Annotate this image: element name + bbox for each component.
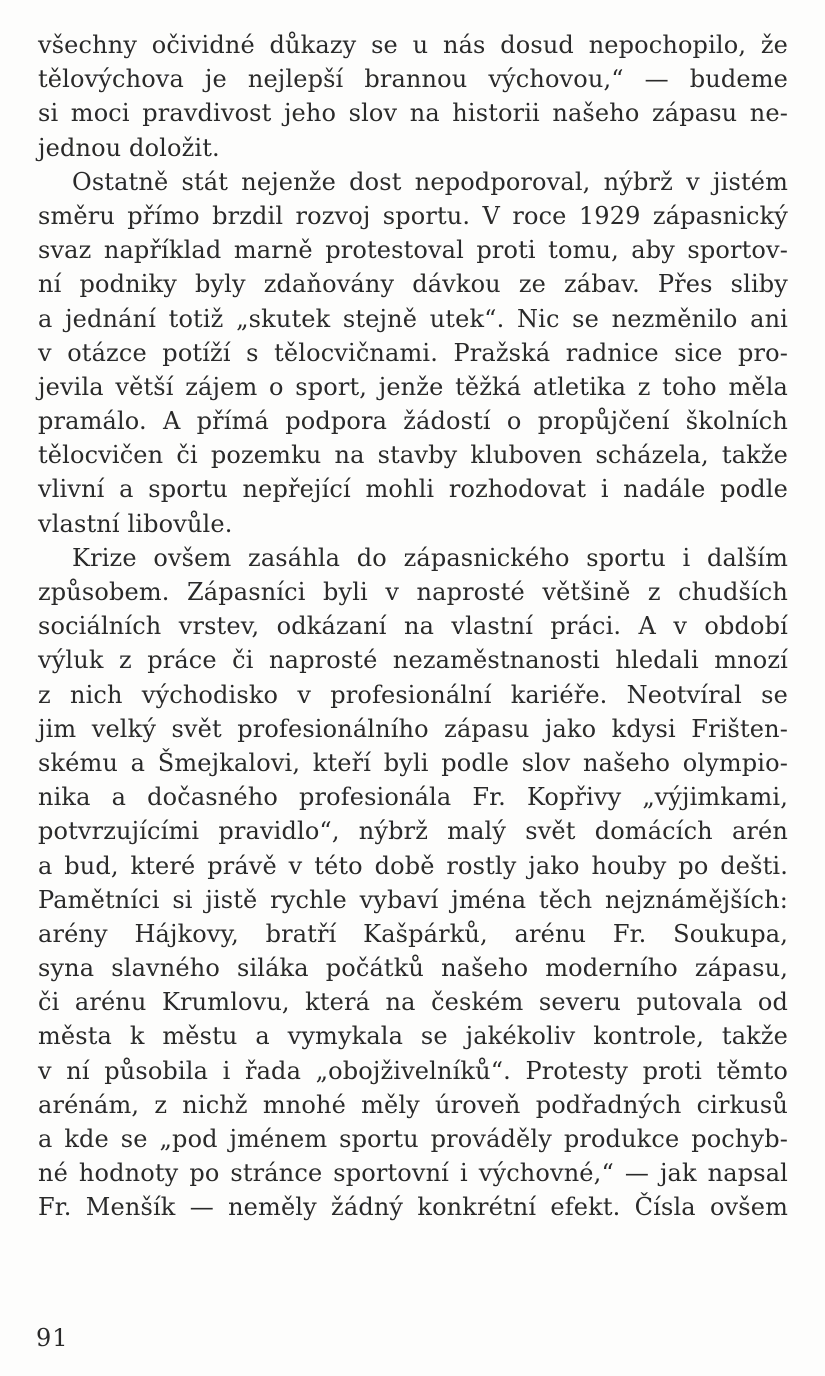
text-line: jednou doložit.: [38, 133, 220, 162]
text-line: jim velký svět profesionálního zápasu jako kdysi Frišten-: [38, 714, 788, 743]
text-line: vlastní libovůle.: [38, 509, 233, 538]
text-line: arénám, z nichž mnohé měly úroveň podřadných cirkusů: [38, 1090, 788, 1119]
text-line: či arénu Krumlovu, která na českém severu putovala od: [38, 988, 788, 1017]
text-line: ní podniky byly zdaňovány dávkou ze zábav. Přes sliby: [38, 270, 788, 299]
text-line: města k městu a vymykala se jakékoliv kontrole, takže: [38, 1022, 788, 1051]
text-line: směru přímo brzdil rozvoj sportu. V roce 1929 zápasnický: [38, 201, 788, 230]
page-number: 91: [36, 1324, 69, 1352]
text-line: né hodnoty po stránce sportovní i výchovné,“ — jak napsal: [38, 1159, 788, 1188]
text-line: skému a Šmejkalovi, kteří byli podle slov našeho olympio-: [38, 748, 788, 777]
text-line: pramálo. A přímá podpora žádostí o propůjčení školních: [38, 407, 788, 436]
text-line: nika a dočasného profesionála Fr. Kopřivy „výjimkami,: [38, 783, 788, 812]
text-line: arény Hájkovy, bratří Kašpárků, arénu Fr. Soukupa,: [38, 919, 788, 948]
text-line: z nich východisko v profesionální kariéře. Neotvíral se: [38, 680, 788, 709]
text-line: všechny očividné důkazy se u nás dosud nepochopilo, že: [38, 31, 788, 59]
paragraph: [38, 541, 788, 1225]
text-line: způsobem. Zápasníci byli v naprosté většině z chudších: [38, 578, 788, 606]
text-line: a bud, které právě v této době rostly jako houby po dešti.: [38, 851, 788, 880]
text-line: v ní působila i řada „obojživelníků“. Protesty proti těmto: [38, 1056, 788, 1085]
text-line: Ostatně stát nejenže dost nepodporoval, nýbrž v jistém: [72, 167, 788, 196]
paragraph: [38, 165, 788, 541]
text-line: výluk z práce či naprosté nezaměstnanosti hledali mnozí: [38, 646, 788, 675]
text-line: Fr. Menšík — neměly žádný konkrétní efekt. Čísla ovšem: [38, 1193, 788, 1222]
text-line: si moci pravdivost jeho slov na historii našeho zápasu ne-: [38, 99, 788, 128]
paragraph: [38, 28, 788, 165]
text-line: syna slavného siláka počátků našeho moderního zápasu,: [38, 954, 788, 983]
text-line: a kde se „pod jménem sportu prováděly produkce pochyb-: [38, 1125, 788, 1153]
text-line: a jednání totiž „skutek stejně utek“. Nic se nezměnilo ani: [38, 304, 788, 333]
text-line: jevila větší zájem o sport, jenže těžká atletika z toho měla: [38, 372, 788, 401]
text-line: sociálních vrstev, odkázaní na vlastní práci. A v období: [38, 612, 788, 641]
text-line: vlivní a sportu nepřející mohli rozhodovat i nadále podle: [38, 475, 788, 504]
text-line: v otázce potíží s tělocvičnami. Pražská radnice sice pro-: [38, 338, 788, 367]
text-line: svaz například marně protestoval proti tomu, aby sportov-: [38, 236, 788, 265]
text-line: tělovýchova je nejlepší brannou výchovou,“ — budeme: [38, 65, 788, 94]
text-line: tělocvičen či pozemku na stavby kluboven scházela, takže: [38, 441, 788, 470]
body-text: [38, 28, 788, 1225]
text-line: potvrzujícími pravidlo“, nýbrž malý svět domácích arén: [38, 817, 788, 846]
text-line: Pamětníci si jistě rychle vybaví jména těch nejznámějších:: [38, 885, 788, 914]
text-line: Krize ovšem zasáhla do zápasnického sportu i dalším: [72, 543, 788, 572]
